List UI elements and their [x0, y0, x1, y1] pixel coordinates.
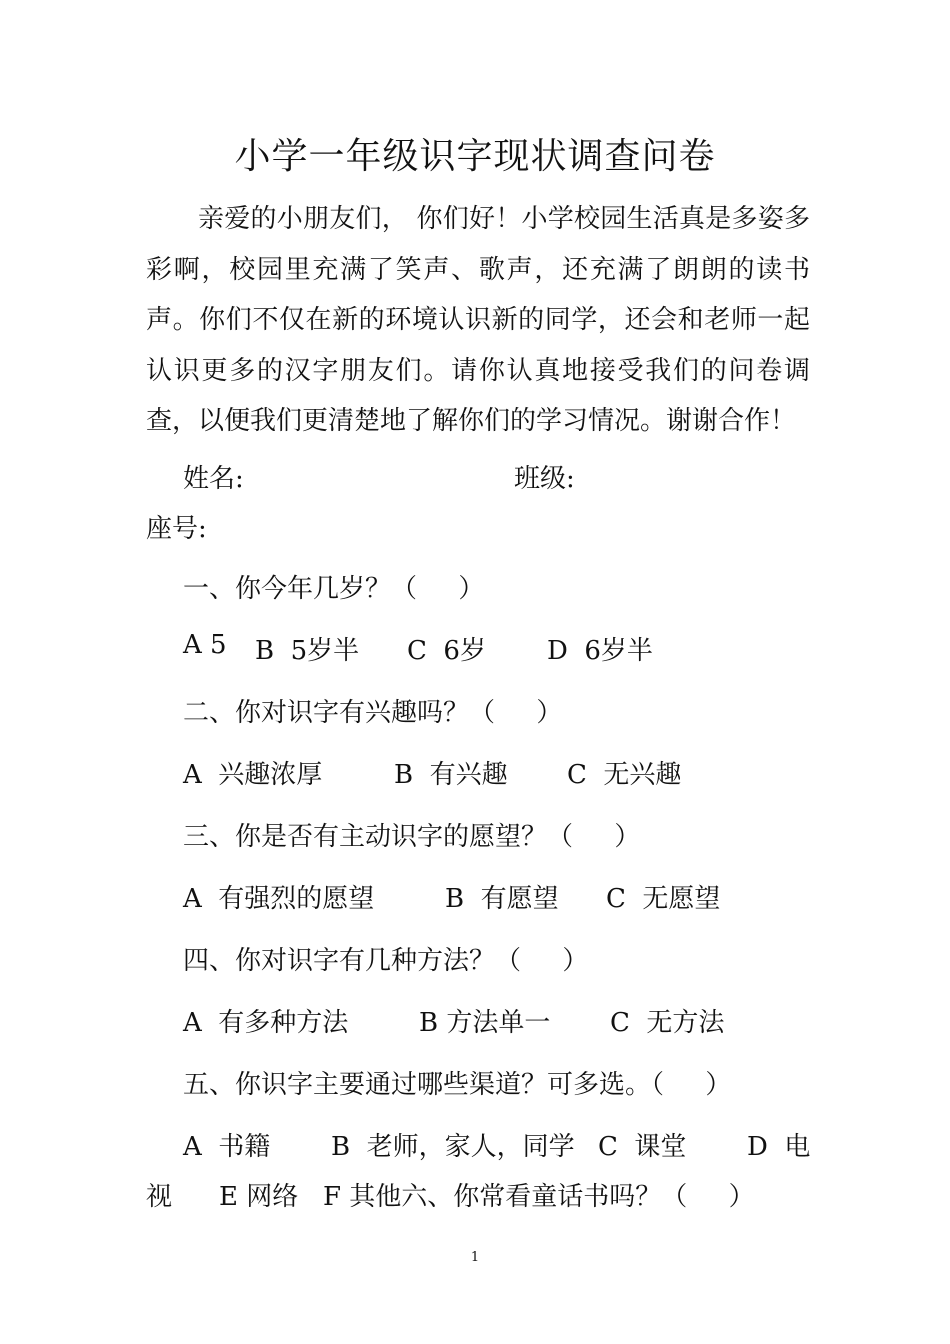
q1-option-c: C 6岁 — [407, 636, 486, 666]
q4-option-b: B 方法单一 — [419, 1008, 551, 1038]
q5-option-d: D 电 — [747, 1132, 811, 1162]
q1-option-d: D 6岁半 — [547, 636, 653, 666]
q5-option-e: E 网络 — [219, 1182, 299, 1212]
q5-option-b: B 老师，家人，同学 — [331, 1132, 575, 1162]
q2-option-b: B 有兴趣 — [394, 760, 508, 790]
q3-option-c: C 无愿望 — [606, 884, 721, 914]
q2-option-a: A 兴趣浓厚 — [183, 760, 323, 790]
q2-option-c: C 无兴趣 — [567, 760, 682, 790]
name-field-label: 姓名: — [183, 464, 244, 494]
page-title: 小学一年级识字现状调查问卷 — [234, 136, 716, 177]
question-3: 三、你是否有主动识字的愿望？（ ） — [183, 822, 641, 852]
q3-option-a: A 有强烈的愿望 — [183, 884, 375, 914]
question-1: 一、你今年几岁？（ ） — [183, 574, 485, 604]
question-5: 五、你识字主要通过哪些渠道？可多选。（ ） — [183, 1070, 732, 1100]
class-field-label: 班级: — [514, 464, 575, 494]
q5-option-a: A 书籍 — [183, 1132, 271, 1162]
question-2: 二、你对识字有兴趣吗？（ ） — [183, 698, 563, 728]
q3-option-b: B 有愿望 — [445, 884, 559, 914]
q4-option-c: C 无方法 — [610, 1008, 725, 1038]
q5-option-c: C 课堂 — [598, 1132, 687, 1162]
seat-field-label: 座号: — [146, 514, 207, 544]
question-4: 四、你对识字有几种方法？（ ） — [183, 946, 589, 976]
page-number: 1 — [470, 1250, 480, 1265]
q5-option-d-cont: 视 — [146, 1182, 173, 1212]
q1-option-b: B 5岁半 — [255, 636, 360, 666]
q1-option-a: A 5 — [183, 630, 227, 660]
intro-paragraph: 亲爱的小朋友们， 你们好！小学校园生活真是多姿多彩啊，校园里充满了笑声、歌声，还充满了朗朗的读书声。你们不仅在新的环境认识新的同学，还会和老师一起认识更多的汉字朋友们。请你认真地接受我们的问卷调查，以便我们更清楚地了解你们的学习情况。谢谢合作！ — [146, 204, 810, 436]
q4-option-a: A 有多种方法 — [183, 1008, 349, 1038]
q5-option-f: F 其他六、你常看童话书吗？（ ） — [323, 1182, 755, 1212]
